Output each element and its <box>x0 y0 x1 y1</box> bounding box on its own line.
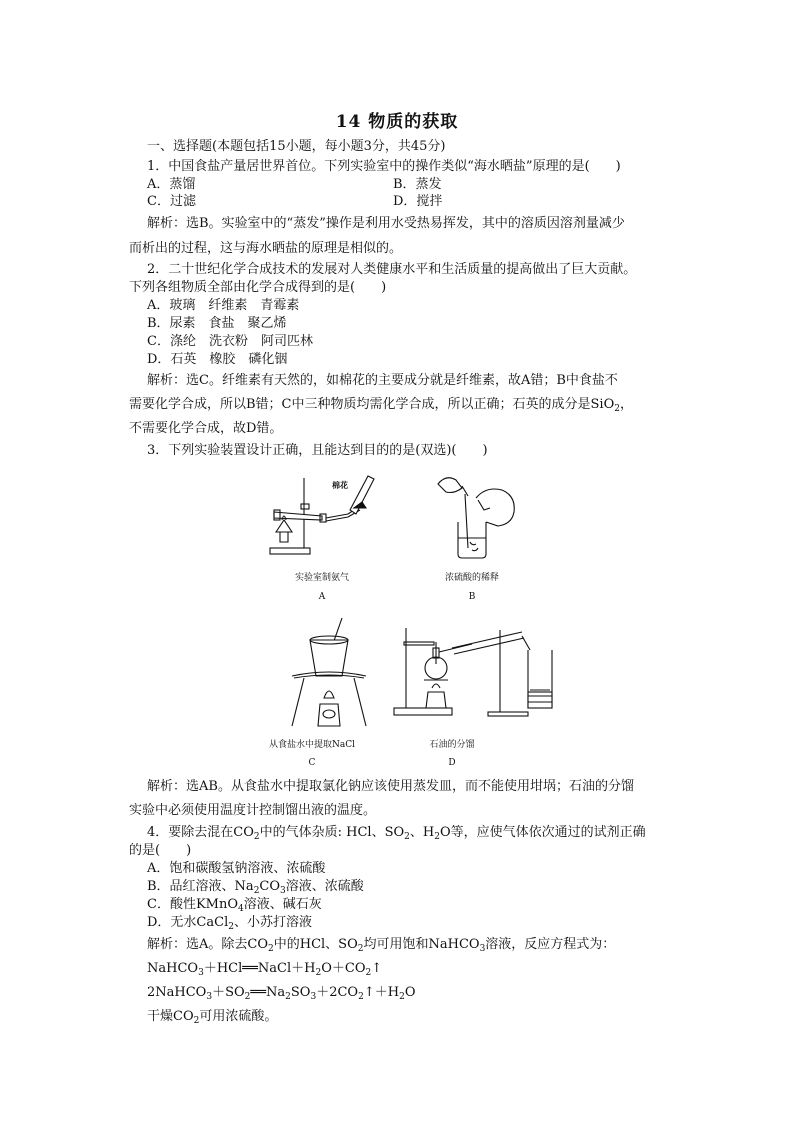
q4-option-a: A．饱和碳酸氢钠溶液、浓硫酸 <box>147 861 326 876</box>
section-header: 一、选择题(本题包括15小题，每小题3分，共45分) <box>147 139 446 154</box>
q4-option-c: C．酸性KMnO$_4$溶液、碱石灰 <box>147 897 322 914</box>
figure-d-letter: D <box>448 758 456 768</box>
figure-c-caption: 从食盐水中提取NaCl <box>268 740 355 750</box>
q2-option-a: A．玻璃 纤维素 青霉素 <box>147 298 300 313</box>
figure-b-dilution-apparatus <box>432 472 522 564</box>
q2-analysis-line3: 不需要化学合成，故D错。 <box>129 421 283 436</box>
q3-analysis-line1: 解析：选AB。从食盐水中提取氯化钠应该使用蒸发皿，而不能使用坩埚；石油的分馏 <box>147 779 634 794</box>
figure-c-crucible-apparatus <box>284 612 374 732</box>
q2-option-c: C．涤纶 洗衣粉 阿司匹林 <box>147 334 313 349</box>
q2-stem-line1: 2．二十世纪化学合成技术的发展对人类健康水平和生活质量的提高做出了巨大贡献。 <box>147 262 637 277</box>
q4-stem-line2: 的是( ) <box>129 843 192 858</box>
q1-option-c: C．过滤 <box>147 194 196 209</box>
figure-b-letter: B <box>468 592 476 602</box>
q2-stem-line2: 下列各组物质全部由化学合成得到的是( ) <box>129 280 387 295</box>
q1-stem: 1．中国食盐产量居世界首位。下列实验室中的操作类似“海水晒盐”原理的是( ) <box>147 159 621 174</box>
q2-option-d: D．石英 橡胶 磷化铟 <box>147 352 288 367</box>
q4-option-b: B．品红溶液、$Na_2CO_3$溶液、浓硫酸 <box>147 879 364 896</box>
figure-a-cotton-label: 棉花 <box>332 480 348 490</box>
q4-option-d: D．无水CaCl$_2$、小苏打溶液 <box>147 915 312 932</box>
page-title: 14 物质的获取 <box>335 112 459 132</box>
q1-analysis-line2: 而析出的过程，这与海水晒盐的原理是相似的。 <box>129 241 403 256</box>
figure-a-ammonia-apparatus <box>262 470 377 562</box>
figure-d-distillation-apparatus <box>392 620 556 720</box>
q4-stem-line1: 4．要除去混在$CO_2$中的气体杂质: HCl、$SO_2$、$H_2O$等，应使气体依次通过的试剂正确 <box>147 825 646 842</box>
figure-d-caption: 石油的分馏 <box>429 740 475 750</box>
q1-analysis-line1: 解析：选B。实验室中的“蒸发”操作是利用水受热易挥发，其中的溶质因溶剂量减少 <box>147 216 625 231</box>
q1-option-b: B．蒸发 <box>393 177 442 192</box>
q1-option-d: D．搅拌 <box>393 194 443 209</box>
figure-c-letter: C <box>308 758 316 768</box>
q4-equation-1: $NaHCO_3+HCl══NaCl+H_2O+CO_2↑$ <box>147 961 383 978</box>
q3-stem: 3．下列实验装置设计正确，且能达到目的的是(双选)( ) <box>147 443 488 458</box>
q2-analysis-line2: 需要化学合成，所以B错；C中三种物质均需化学合成，所以正确；石英的成分是SiO$_2$， <box>129 397 633 414</box>
q4-equation-2: $2NaHCO_3+SO_2══Na_2SO_3+2CO_2↑+H_2O$ <box>147 985 416 1002</box>
q2-option-b: B．尿素 食盐 聚乙烯 <box>147 316 287 331</box>
q2-analysis-line1: 解析：选C。纤维素有天然的，如棉花的主要成分就是纤维素，故A错；B中食盐不 <box>147 373 618 388</box>
figure-a-letter: A <box>318 592 326 602</box>
figure-b-caption: 浓硫酸的稀释 <box>444 573 499 583</box>
q3-analysis-line2: 实验中必须使用温度计控制馏出液的温度。 <box>129 803 377 818</box>
q4-analysis-line1: 解析：选A。除去$CO_2$中的HCl、$SO_2$均可用饱和NaHCO$_3$溶液，反应方程式为： <box>147 937 616 954</box>
q1-option-a: A．蒸馏 <box>147 177 196 192</box>
q4-analysis-last: 干燥$CO_2$可用浓硫酸。 <box>147 1009 278 1026</box>
figure-a-caption: 实验室制氨气 <box>294 573 349 583</box>
